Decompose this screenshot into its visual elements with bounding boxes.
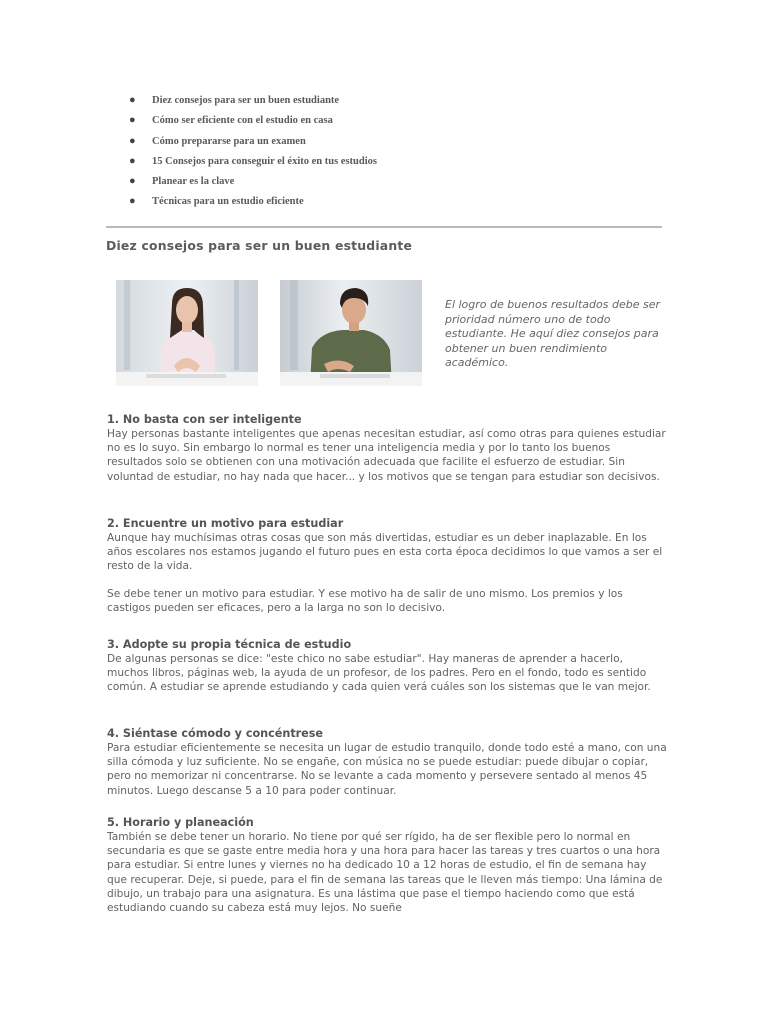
tip-section-3 <box>107 638 667 695</box>
divider <box>106 226 662 228</box>
tip-paragraph: Se debe tener un motivo para estudiar. Y ese motivo ha de salir de uno mismo. Los premios y los castigos pueden ser eficaces, pero a la larga no son lo decisivo. <box>107 587 623 614</box>
list-item[interactable] <box>129 133 377 153</box>
bullet-icon: ● <box>129 94 136 106</box>
tip-paragraph: De algunas personas se dice: "este chico no sabe estudiar". Hay maneras de aprender a hacerlo, muchos libros, páginas web, la ayuda de un profesor, de los padres. Pero en el fondo, todo es sentido común. A estudiar se aprende estudiando y cada quien verá cuáles son los sistemas que le van mejor. <box>107 653 651 694</box>
list-item[interactable] <box>129 193 377 213</box>
tip-paragraph: También se debe tener un horario. No tiene por qué ser rígido, ha de ser flexible pero lo normal en secundaria es que se gaste entre media hora y una hora para hacer las tareas y tres cuartos o una hora para estudiar. Si entre lunes y viernes no ha dedicado 10 a 12 horas de estudio, el fin de semana hay que recuperar. Deje, si puede, para el fin de semana las tareas que le lleven más tiempo: Una lámina de dibujo, un trabajo para una asignatura. Es una lástima que pase el tiempo haciendo como que está estudiando cuando su cabeza está muy lejos. No sueñe <box>107 831 663 915</box>
tip-heading: 1. No basta con ser inteligente <box>107 413 302 426</box>
tip-heading: 5. Horario y planeación <box>107 816 254 829</box>
bullet-icon: ● <box>129 114 136 127</box>
list-item[interactable] <box>129 153 377 173</box>
tip-section-5 <box>107 816 667 915</box>
bullet-icon: ● <box>129 134 136 147</box>
photo-girl-student <box>116 280 258 386</box>
tip-paragraph: Para estudiar eficientemente se necesita un lugar de estudio tranquilo, donde todo esté a mano, con una silla cómoda y luz suficiente. No se engañe, con música no se puede estudiar: puede dibujar o copiar, pero no memorizar ni concentrarse. No se levante a cada momento y persevere sentado al menos 45 minutos. Luego descanse 5 a 10 para poder continuar. <box>107 742 667 797</box>
tip-paragraph: Hay personas bastante inteligentes que apenas necesitan estudiar, así como otras para quienes estudiar no es lo suyo. Sin embargo lo normal es tener una inteligencia media y por lo tanto los buenos resultados solo se obtienen con una motivación adecuada que facilite el esfuerzo de estudiar. Sin voluntad de estudiar, no hay nada que hacer... y los motivos que se tengan para estudiar son decisivos. <box>107 428 666 483</box>
bullet-icon: ● <box>129 175 136 188</box>
tip-heading: 3. Adopte su propia técnica de estudio <box>107 638 352 651</box>
related-article-link[interactable]: Técnicas para un estudio eficiente <box>152 196 304 208</box>
tip-heading: 2. Encuentre un motivo para estudiar <box>107 517 344 530</box>
related-articles-list <box>129 92 377 214</box>
article-title: Diez consejos para ser un buen estudiante <box>106 238 413 253</box>
tip-section-1 <box>107 413 667 484</box>
tip-heading: 4. Siéntase cómodo y concéntrese <box>107 727 324 740</box>
related-article-link[interactable]: Planear es la clave <box>152 176 235 188</box>
related-article-link[interactable]: Diez consejos para ser un buen estudiante <box>152 95 340 106</box>
related-article-link[interactable]: 15 Consejos para conseguir el éxito en tus estudios <box>152 155 377 167</box>
list-item[interactable] <box>129 92 377 112</box>
list-item[interactable] <box>129 173 377 193</box>
related-article-link[interactable]: Cómo prepararse para un examen <box>152 135 306 147</box>
tip-section-4 <box>107 727 667 798</box>
bullet-icon: ● <box>129 195 136 208</box>
bullet-icon: ● <box>129 154 136 167</box>
photo-boy-student <box>280 280 422 386</box>
tip-section-2 <box>107 517 667 615</box>
related-article-link[interactable]: Cómo ser eficiente con el estudio en casa <box>152 115 333 127</box>
list-item[interactable] <box>129 112 377 132</box>
article-intro: El logro de buenos resultados debe ser prioridad número uno de todo estudiante. He aquí diez consejos para obtener un buen rendimiento académico. <box>445 298 660 370</box>
tip-paragraph: Aunque hay muchísimas otras cosas que son más divertidas, estudiar es un deber inaplazable. En los años escolares nos estamos jugando el futuro pues en esta corta época decidimos lo que vamos a ser el resto de la vida. <box>107 532 663 573</box>
